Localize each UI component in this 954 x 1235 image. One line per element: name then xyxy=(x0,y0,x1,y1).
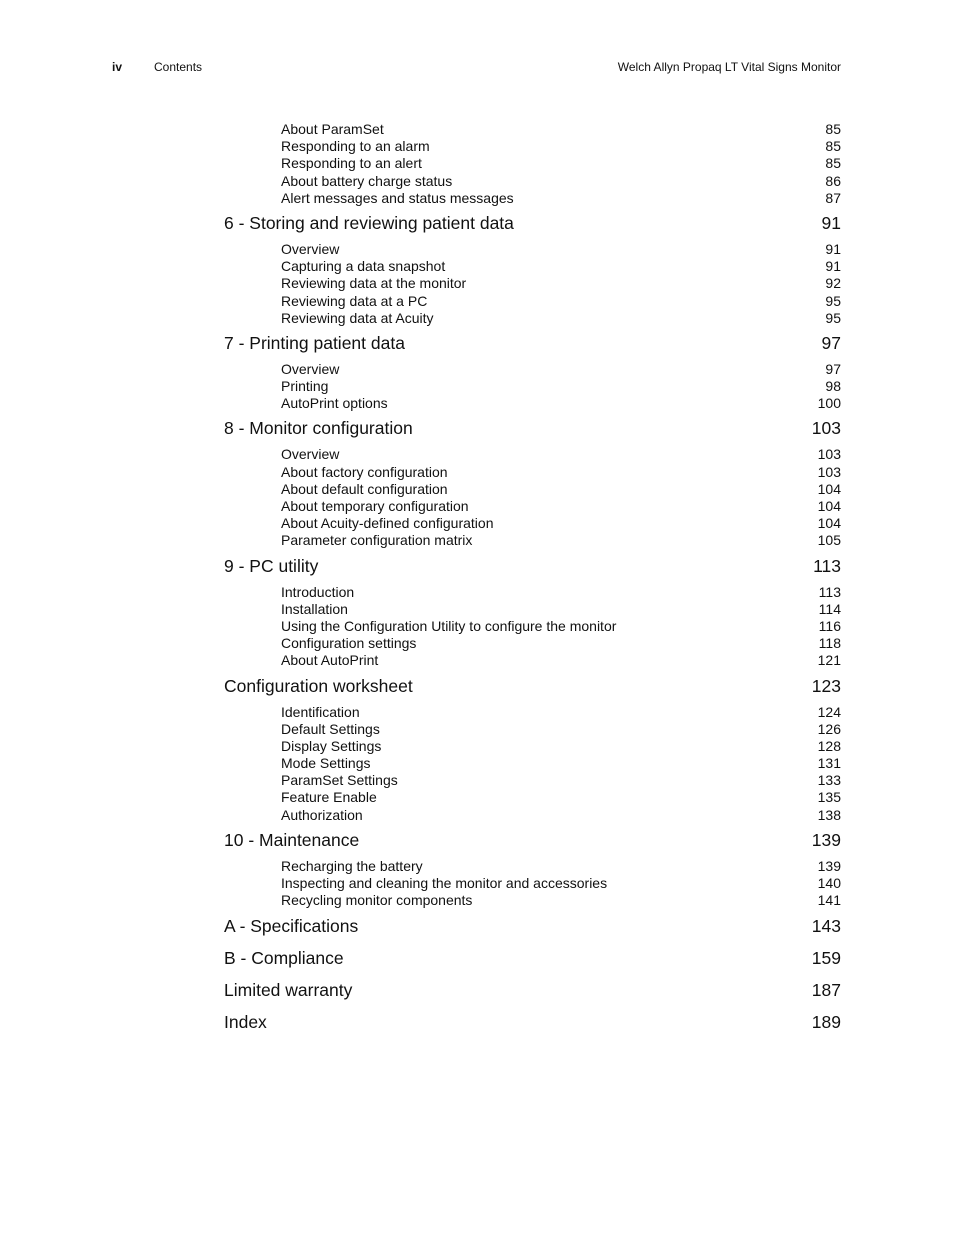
toc-entry[interactable] xyxy=(224,584,841,601)
toc-entry-title: ParamSet Settings xyxy=(281,772,398,789)
toc-entry[interactable] xyxy=(224,772,841,789)
toc-entry[interactable] xyxy=(224,789,841,806)
toc-chapter[interactable] xyxy=(224,676,841,701)
toc-entry-title: Parameter configuration matrix xyxy=(281,532,473,549)
toc-entry[interactable] xyxy=(224,858,841,875)
toc-entry-page: 104 xyxy=(817,480,841,497)
toc-entry-title: Overview xyxy=(281,240,340,257)
toc-chapter[interactable] xyxy=(224,333,841,358)
toc-entry-page: 91 xyxy=(825,258,841,275)
toc-entry-title: Alert messages and status messages xyxy=(281,189,514,206)
toc-entry-title: Reviewing data at a PC xyxy=(281,292,428,309)
toc-chapter-page: 113 xyxy=(813,555,841,576)
toc-entry-title: Mode Settings xyxy=(281,755,371,772)
toc-entry-title: Using the Configuration Utility to configure the monitor xyxy=(281,617,617,634)
toc-entry-page: 105 xyxy=(817,532,841,549)
page-header xyxy=(112,60,841,76)
toc-chapter-page: 123 xyxy=(811,675,841,696)
toc-entry[interactable] xyxy=(224,515,841,532)
toc-entry-title: AutoPrint options xyxy=(281,395,388,412)
toc-chapter-page: 139 xyxy=(811,829,841,850)
toc-entry-page: 124 xyxy=(817,703,841,720)
toc-chapter-page: 187 xyxy=(811,980,841,1001)
toc-chapter-page: 103 xyxy=(811,418,841,439)
toc-entry-title: About ParamSet xyxy=(281,121,384,137)
toc-chapter-page: 91 xyxy=(821,212,841,233)
toc-entry-title: Responding to an alert xyxy=(281,155,422,172)
toc-chapter-title: 7 - Printing patient data xyxy=(224,332,405,353)
toc-chapter-title: 6 - Storing and reviewing patient data xyxy=(224,212,514,233)
toc-entry-title: Identification xyxy=(281,703,360,720)
toc-entry-page: 138 xyxy=(817,806,841,823)
toc-entry-page: 141 xyxy=(817,892,841,909)
toc-chapter-page: 143 xyxy=(811,916,841,937)
toc-entry-title: Printing xyxy=(281,378,329,395)
toc-entry[interactable] xyxy=(224,275,841,292)
toc-chapter[interactable] xyxy=(224,980,841,1005)
toc-entry-page: 140 xyxy=(817,875,841,891)
toc-entry[interactable] xyxy=(224,310,841,327)
toc-entry-title: Responding to an alarm xyxy=(281,138,430,155)
toc-entry-page: 104 xyxy=(817,515,841,532)
toc-entry-page: 135 xyxy=(817,789,841,806)
toc-entry[interactable] xyxy=(224,738,841,755)
toc-entry-page: 85 xyxy=(825,121,841,137)
toc-entry[interactable] xyxy=(224,721,841,738)
toc-entry-page: 104 xyxy=(817,498,841,514)
toc-entry[interactable] xyxy=(224,258,841,275)
toc-entry-page: 113 xyxy=(818,583,841,600)
toc-entry-title: About factory configuration xyxy=(281,463,448,480)
toc-entry[interactable] xyxy=(224,892,841,909)
toc-entry-page: 118 xyxy=(818,635,841,652)
toc-chapter-page: 189 xyxy=(811,1012,841,1033)
toc-entry-page: 139 xyxy=(817,857,841,874)
toc-entry[interactable] xyxy=(224,378,841,395)
toc-chapter-title: Configuration worksheet xyxy=(224,675,413,696)
toc-entry-title: Configuration settings xyxy=(281,635,417,652)
toc-entry-title: Overview xyxy=(281,446,340,463)
toc-entry[interactable] xyxy=(224,361,841,378)
toc-entry-title: Reviewing data at the monitor xyxy=(281,275,467,292)
toc-entry-page: 87 xyxy=(825,189,841,206)
toc-entry-title: Display Settings xyxy=(281,737,382,754)
toc-entry[interactable] xyxy=(224,618,841,635)
toc-entry-title: Overview xyxy=(281,360,340,377)
toc-entry-page: 95 xyxy=(825,292,841,309)
toc-chapter-title: Index xyxy=(224,1012,267,1033)
toc-entry-page: 133 xyxy=(817,772,841,789)
toc-entry[interactable] xyxy=(224,121,841,138)
toc-entry-title: About default configuration xyxy=(281,480,448,497)
toc-chapter[interactable] xyxy=(224,556,841,581)
toc-entry[interactable] xyxy=(224,875,841,892)
toc-entry-page: 114 xyxy=(818,600,841,617)
toc-entry-title: About Acuity-defined configuration xyxy=(281,515,494,532)
toc-chapter-title: 8 - Monitor configuration xyxy=(224,418,413,439)
toc-entry[interactable] xyxy=(224,155,841,172)
toc-chapter-title: Limited warranty xyxy=(224,980,353,1001)
toc-entry-title: About battery charge status xyxy=(281,172,453,189)
toc-entry-title: Recharging the battery xyxy=(281,857,423,874)
toc-entry-title: Introduction xyxy=(281,583,355,600)
toc-entry-page: 131 xyxy=(817,755,841,772)
toc-chapter[interactable] xyxy=(224,830,841,855)
section-name: Contents xyxy=(154,60,203,74)
toc-entry-page: 98 xyxy=(825,378,841,395)
toc-entry-title: Installation xyxy=(281,600,348,617)
toc-entry[interactable] xyxy=(224,755,841,772)
toc-entry[interactable] xyxy=(224,498,841,515)
toc-entry[interactable] xyxy=(224,464,841,481)
toc-entry-title: Inspecting and cleaning the monitor and accessories xyxy=(281,875,608,891)
toc-chapter[interactable] xyxy=(224,1012,841,1037)
page-number: iv xyxy=(112,60,123,74)
toc-entry[interactable] xyxy=(224,481,841,498)
toc-entry[interactable] xyxy=(224,704,841,721)
toc-chapter-title: 10 - Maintenance xyxy=(224,829,360,850)
toc-entry-title: Recycling monitor components xyxy=(281,892,473,909)
toc-entry-page: 121 xyxy=(817,652,841,669)
toc-chapter[interactable] xyxy=(224,948,841,973)
toc-entry[interactable] xyxy=(224,652,841,669)
toc-chapter[interactable] xyxy=(224,916,841,941)
toc-entry[interactable] xyxy=(224,807,841,824)
toc-chapter[interactable] xyxy=(224,213,841,238)
toc-entry[interactable] xyxy=(224,532,841,549)
toc-entry-page: 91 xyxy=(825,240,841,257)
toc-entry-page: 100 xyxy=(817,395,841,412)
toc-entry-page: 85 xyxy=(825,138,841,155)
toc-entry-page: 92 xyxy=(825,275,841,292)
toc-entry-page: 126 xyxy=(817,720,841,737)
toc-entry-page: 85 xyxy=(825,155,841,172)
toc-entry-page: 128 xyxy=(817,737,841,754)
toc-chapter-title: 9 - PC utility xyxy=(224,555,319,576)
toc-entry-title: Capturing a data snapshot xyxy=(281,258,446,275)
toc-entry[interactable] xyxy=(224,446,841,463)
toc-entry[interactable] xyxy=(224,293,841,310)
toc-entry[interactable] xyxy=(224,190,841,207)
toc-entry-title: Authorization xyxy=(281,806,363,823)
toc-entry-title: Feature Enable xyxy=(281,789,377,806)
toc-entry-page: 95 xyxy=(825,309,841,326)
toc-chapter-title: A - Specifications xyxy=(224,916,359,937)
toc-entry[interactable] xyxy=(224,241,841,258)
toc-chapter-title: B - Compliance xyxy=(224,948,344,969)
toc-entry-page: 103 xyxy=(817,446,841,463)
toc-entry-page: 86 xyxy=(825,172,841,189)
document-title: Welch Allyn Propaq LT Vital Signs Monitor xyxy=(617,60,841,74)
toc-entry-page: 103 xyxy=(817,463,841,480)
toc-entry-title: About temporary configuration xyxy=(281,498,469,514)
toc-entry-title: Default Settings xyxy=(281,720,380,737)
toc-entry[interactable] xyxy=(224,138,841,155)
toc-entry[interactable] xyxy=(224,173,841,190)
toc-entry-page: 116 xyxy=(818,617,841,634)
toc-entry-page: 97 xyxy=(825,360,841,377)
toc-entry-title: Reviewing data at Acuity xyxy=(281,309,434,326)
toc-chapter[interactable] xyxy=(224,418,841,443)
toc-entry[interactable] xyxy=(224,635,841,652)
toc-entry-title: About AutoPrint xyxy=(281,652,379,669)
toc-chapter-page: 159 xyxy=(811,948,841,969)
table-of-contents xyxy=(224,121,841,1037)
toc-entry[interactable] xyxy=(224,601,841,618)
toc-chapter-page: 97 xyxy=(821,332,841,353)
toc-entry[interactable] xyxy=(224,395,841,412)
